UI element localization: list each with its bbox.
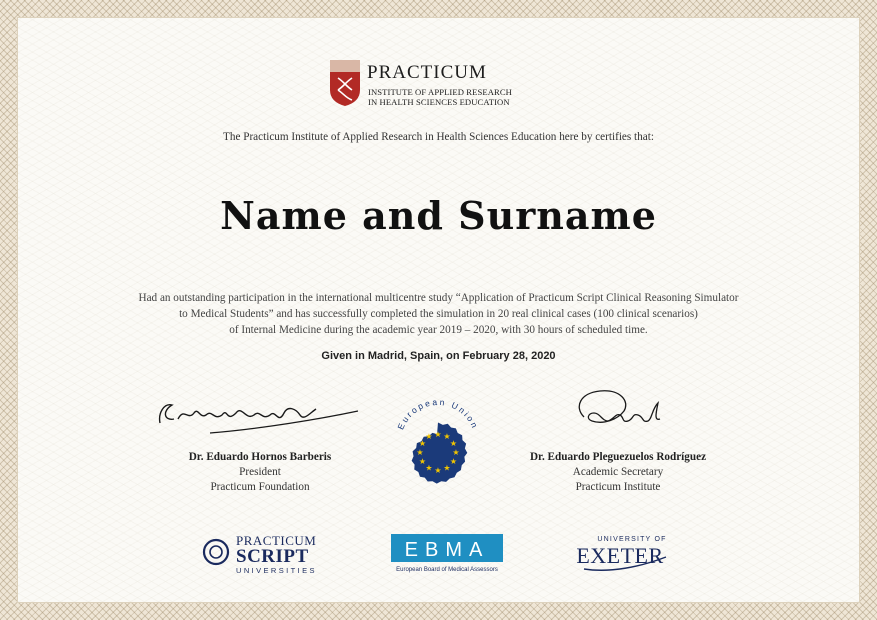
pus-line-2: SCRIPT (236, 546, 309, 567)
signatory-name: Dr. Eduardo Pleguezuelos Rodríguez (529, 451, 707, 463)
signature-hornos-barberis (150, 385, 370, 445)
svg-text:★: ★ (434, 466, 442, 475)
recipient-name: Name and Surname (220, 193, 657, 238)
svg-text:★: ★ (443, 432, 451, 441)
svg-text:★: ★ (443, 463, 451, 473)
exeter-name: EXETER (576, 543, 664, 568)
seal-text: European Union (395, 396, 481, 432)
svg-text:★: ★ (452, 448, 460, 457)
exeter-top-text: UNIVERSITY OF (597, 536, 667, 543)
svg-text:★: ★ (418, 457, 427, 466)
practicum-shield-icon (330, 60, 360, 106)
svg-text:★: ★ (416, 448, 424, 457)
practicum-logo-name: PRACTICUM (367, 62, 487, 83)
ebma-logo (388, 532, 508, 577)
body-text-line-3: of Internal Medicine during the academic year 2019 – 2020, with 30 hours of scheduled time. (229, 324, 648, 336)
european-union-seal (383, 390, 493, 500)
issue-place-date: Given in Madrid, Spain, on February 28, 2020 (321, 350, 556, 362)
body-text-line-1: Had an outstanding participation in the international multicentre study “Application of Practicum Script Clinical Reasoning Simulator (138, 292, 739, 304)
signatory-organization: Practicum Institute (575, 481, 661, 493)
signatory-organization: Practicum Foundation (210, 481, 310, 493)
signature-block-president (150, 385, 370, 493)
practicum-logo-subtitle-2: IN HEALTH SCIENCES EDUCATION (368, 97, 510, 107)
body-text-line-2: to Medical Students” and has successfully completed the simulation in 20 real clinical cases (100 clinical scenarios) (179, 308, 698, 320)
svg-text:★: ★ (449, 439, 458, 448)
svg-text:★: ★ (449, 457, 458, 466)
svg-text:★: ★ (418, 439, 427, 448)
university-of-exeter-logo (570, 527, 680, 577)
certification-statement: The Practicum Institute of Applied Research in Health Sciences Education here by certifies that: (223, 131, 654, 143)
signature-pleguezuelos-rodriguez (508, 385, 728, 445)
practicum-logo-subtitle-1: INSTITUTE OF APPLIED RESEARCH (368, 87, 512, 97)
signatory-role: Academic Secretary (572, 466, 664, 478)
practicum-logo (330, 42, 530, 112)
svg-text:★: ★ (434, 430, 442, 439)
signature-block-secretary (508, 385, 728, 493)
svg-text:★: ★ (425, 432, 433, 441)
pus-line-3: UNIVERSITIES (236, 566, 317, 575)
signatory-name: Dr. Eduardo Hornos Barberis (188, 451, 332, 463)
signatory-role: President (239, 466, 281, 478)
ebma-caption: European Board of Medical Assessors (396, 567, 498, 573)
ebma-mark: EBMA (404, 539, 490, 561)
pus-line-1: PRACTICUM (236, 533, 317, 548)
practicum-script-universities-logo (198, 528, 338, 578)
svg-text:★: ★ (425, 463, 433, 473)
